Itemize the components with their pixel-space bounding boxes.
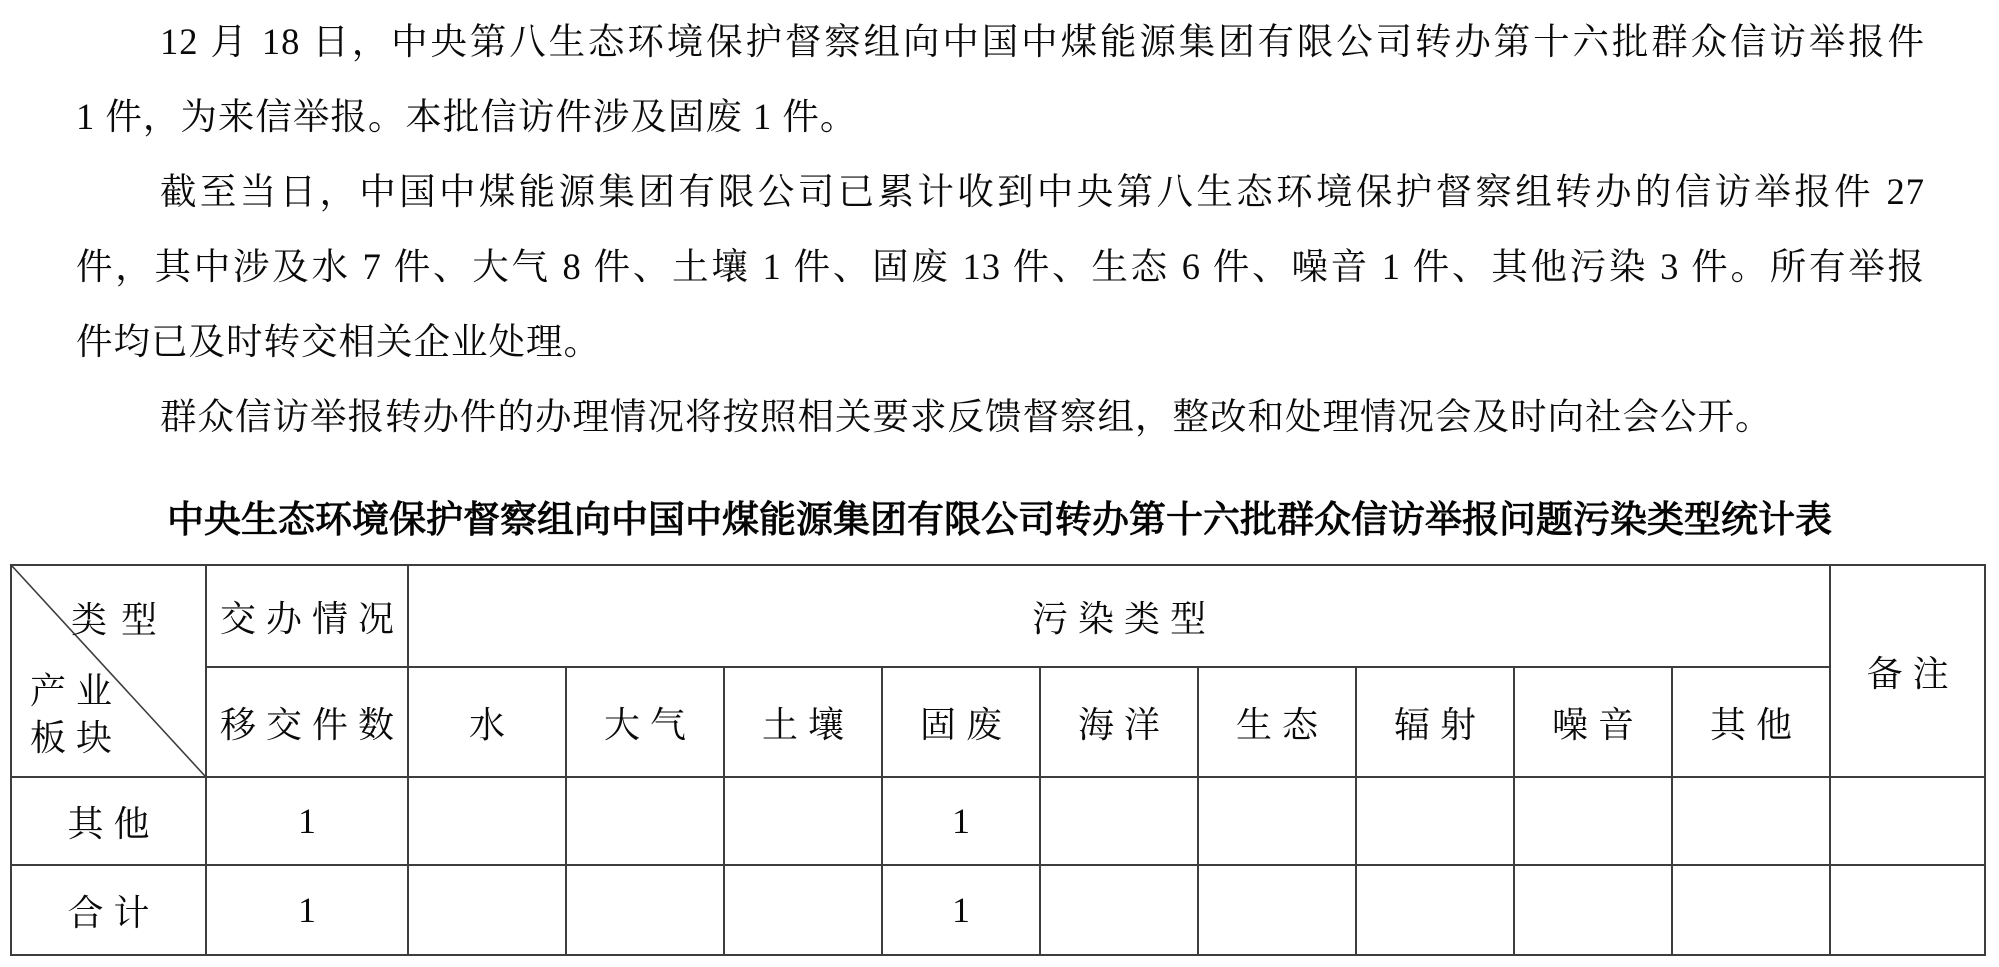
header-transfer-group [206,565,408,667]
row-label [11,777,206,865]
cell-ecology [1198,777,1356,865]
cell-ocean [1040,777,1198,865]
header-col-water-label: 水 [468,704,515,745]
corner-label-industry-line2: 板块 [30,718,123,758]
cell-solid-waste: 1 [882,865,1040,955]
cell-radiation [1356,777,1514,865]
row-other-label: 其他 [67,803,160,844]
paragraph-1-line-1: 12 月 18 日，中央第八生态环境保护督察组向中国中煤能源集团有限公司转办第十六批群众信访举报件 [160,21,1925,62]
pollution-stats-table [10,564,1986,956]
header-col-ecology-label: 生态 [1235,704,1328,745]
row-total-label: 合计 [67,892,160,933]
header-col-solid-waste [882,667,1040,777]
header-transferred-count-label: 移交件数 [219,704,404,745]
header-col-soil-label: 土壤 [761,704,854,745]
header-col-ecology [1198,667,1356,777]
paragraph-2-line-1: 截至当日，中国中煤能源集团有限公司已累计收到中央第八生态环境保护督察组转办的信访举报件 27 [160,171,1925,212]
paragraph-2-line-2: 件，其中涉及水 7 件、大气 8 件、土壤 1 件、固废 13 件、生态 6 件、噪音 1 件、其他污染 3 件。所有举报 [76,246,1925,287]
cell-soil [724,865,882,955]
cell-radiation [1356,865,1514,955]
cell-water [408,777,566,865]
header-transfer-group-label: 交办情况 [219,598,404,639]
header-col-ocean-label: 海洋 [1077,704,1170,745]
cell-transferred: 1 [206,777,408,865]
cell-air [566,865,724,955]
header-col-noise-label: 噪音 [1551,704,1644,745]
corner-label-type: 类型 [70,600,171,640]
cell-other [1672,777,1830,865]
table-title: 中央生态环境保护督察组向中国中煤能源集团有限公司转办第十六批群众信访举报问题污染类型统计表 [167,499,1832,540]
paragraph-3-line-1: 群众信访举报转办件的办理情况将按照相关要求反馈督察组，整改和处理情况会及时向社会公开。 [160,396,1773,437]
table-row-other [11,777,1985,865]
header-col-other-label: 其他 [1710,704,1803,745]
header-transferred-count [206,667,408,777]
table-row-total [11,865,1985,955]
header-col-noise [1514,667,1672,777]
header-pollution-group-label: 污染类型 [1032,598,1217,639]
header-remark-label: 备注 [1866,653,1959,694]
header-col-water [408,667,566,777]
corner-label-industry-sector [30,668,122,762]
header-col-solid-waste-label: 固废 [919,704,1012,745]
cell-ecology [1198,865,1356,955]
corner-header-cell [11,565,206,777]
cell-transferred: 1 [206,865,408,955]
corner-label-industry-line1: 产业 [30,671,123,711]
header-pollution-group [408,565,1830,667]
header-col-ocean [1040,667,1198,777]
paragraph-1-line-2: 1 件，为来信举报。本批信访件涉及固废 1 件。 [76,96,858,137]
header-col-radiation-label: 辐射 [1393,704,1486,745]
cell-water [408,865,566,955]
header-col-radiation [1356,667,1514,777]
cell-other [1672,865,1830,955]
header-remark [1830,565,1985,777]
header-col-air-label: 大气 [603,704,696,745]
cell-remark [1830,777,1985,865]
cell-soil [724,777,882,865]
report-text [76,4,1925,454]
cell-air [566,777,724,865]
header-col-air [566,667,724,777]
cell-noise [1514,865,1672,955]
cell-remark [1830,865,1985,955]
paragraph-2-line-3: 件均已及时转交相关企业处理。 [76,321,601,362]
row-label [11,865,206,955]
cell-ocean [1040,865,1198,955]
header-col-other [1672,667,1830,777]
cell-solid-waste: 1 [882,777,1040,865]
header-col-soil [724,667,882,777]
cell-noise [1514,777,1672,865]
